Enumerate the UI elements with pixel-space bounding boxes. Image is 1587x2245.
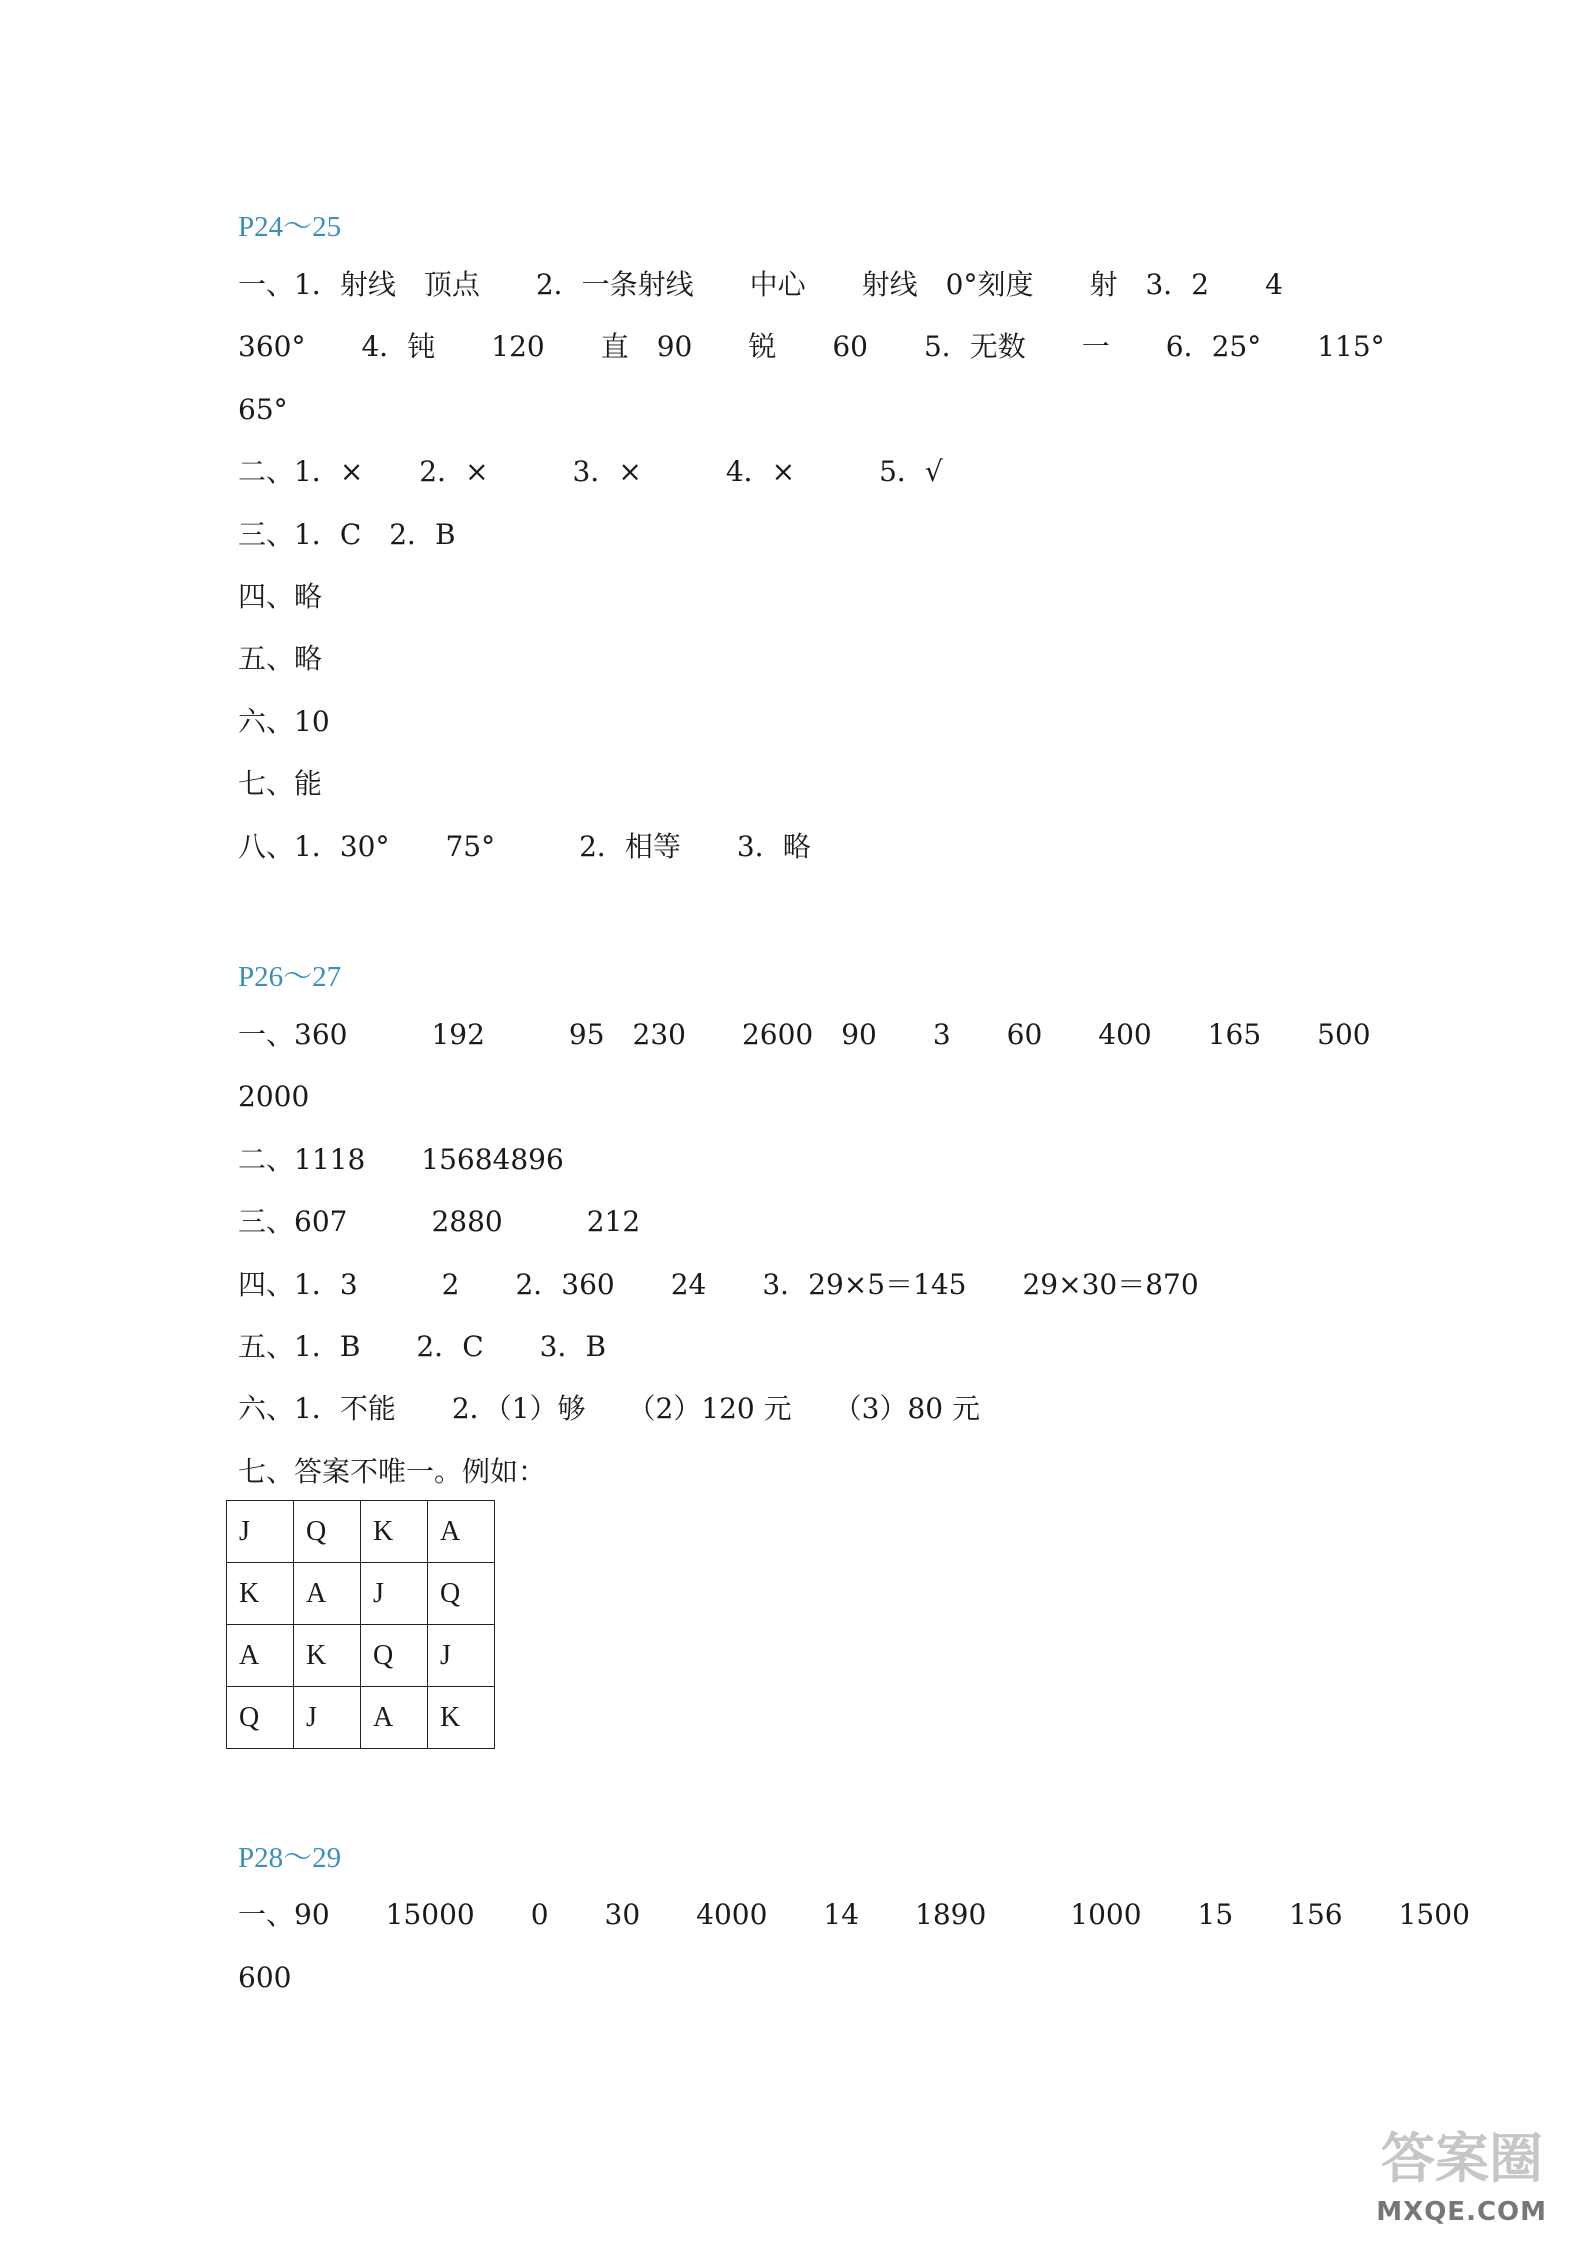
table-cell: J (227, 1501, 294, 1563)
answer-line: 六、1．不能 2．（1）够 （2）120 元 （3）80 元 (238, 1392, 980, 1425)
table-cell: Q (294, 1501, 361, 1563)
table-cell: Q (428, 1563, 495, 1625)
watermark-logo: 答案圈 (1381, 2127, 1543, 2190)
section-title-p26-27: P26～27 (238, 961, 342, 993)
answer-line: 二、1118 15684896 (238, 1143, 564, 1176)
answer-line: 五、1．B 2．C 3．B (238, 1330, 607, 1363)
table-row (227, 1501, 495, 1563)
table-cell: K (361, 1501, 428, 1563)
answer-line: 三、607 2880 212 (238, 1205, 641, 1238)
answer-line: 八、1．30° 75° 2．相等 3．略 (238, 830, 811, 863)
answer-line: 2000 (238, 1080, 310, 1113)
table-cell: K (428, 1687, 495, 1749)
answer-line: 三、1．C 2．B (238, 518, 456, 551)
table-cell: A (227, 1625, 294, 1687)
table-cell: J (428, 1625, 495, 1687)
section-title-p24-25: P24～25 (238, 211, 342, 243)
section-title-p28-29: P28～29 (238, 1842, 342, 1874)
answer-line: 四、略 (238, 580, 323, 613)
table-cell: J (294, 1687, 361, 1749)
answer-line: 600 (238, 1961, 292, 1994)
answer-line: 六、10 (238, 705, 330, 738)
table-cell: A (294, 1563, 361, 1625)
table-row (227, 1563, 495, 1625)
table-cell: Q (361, 1625, 428, 1687)
answer-line: 五、略 (238, 642, 323, 675)
answer-line: 四、1．3 2 2．360 24 3．29×5＝145 29×30＝870 (238, 1268, 1199, 1301)
answer-line: 65° (238, 393, 288, 426)
table-cell: J (361, 1563, 428, 1625)
table-row (227, 1625, 495, 1687)
table-cell: K (294, 1625, 361, 1687)
answer-line: 七、能 (238, 767, 323, 800)
answer-line: 一、1．射线 顶点 2．一条射线 中心 射线 0°刻度 射 3．2 4 (238, 268, 1283, 301)
table-row (227, 1687, 495, 1749)
answer-line: 二、1．× 2．× 3．× 4．× 5．√ (238, 455, 943, 488)
card-grid-table (226, 1500, 495, 1749)
answer-line: 七、答案不唯一。例如： (238, 1455, 547, 1488)
watermark-site-text: MXQE.COM (1376, 2197, 1547, 2227)
answer-line: 一、90 15000 0 30 4000 14 1890 1000 15 156 1500 (238, 1898, 1470, 1931)
answer-line: 一、360 192 95 230 2600 90 3 60 400 165 500 (238, 1018, 1371, 1051)
table-cell: Q (227, 1687, 294, 1749)
table-cell: K (227, 1563, 294, 1625)
table-cell: A (361, 1687, 428, 1749)
table-cell: A (428, 1501, 495, 1563)
answer-line: 360° 4．钝 120 直 90 锐 60 5．无数 一 6．25° 115° (238, 330, 1385, 363)
